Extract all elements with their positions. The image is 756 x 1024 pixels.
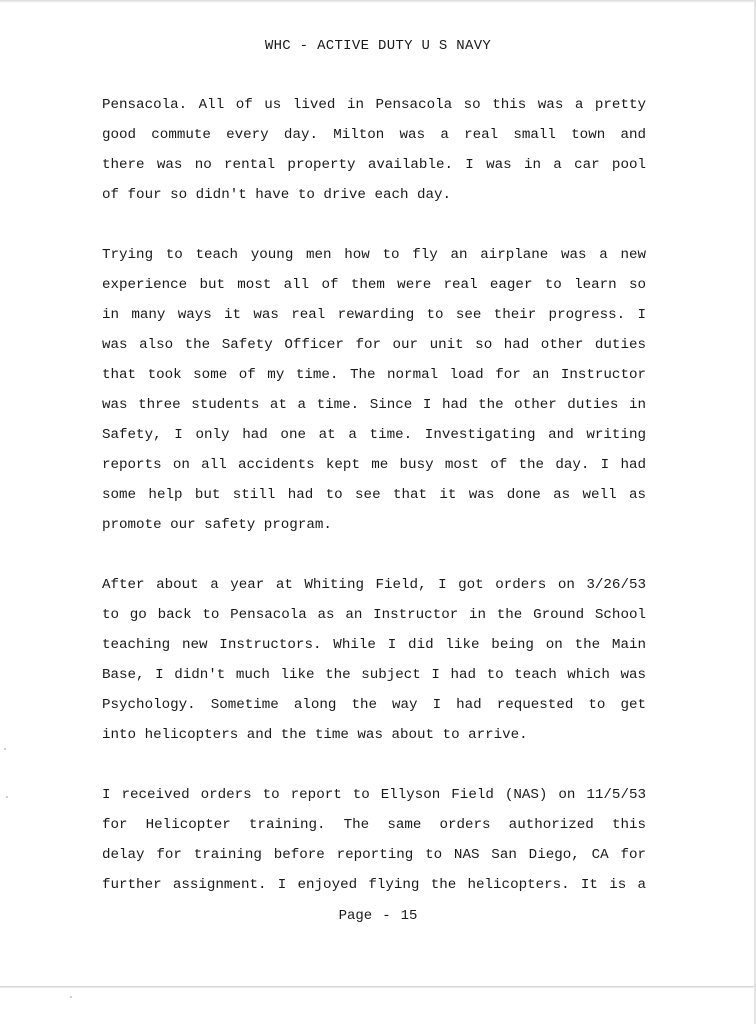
page-label: Page bbox=[338, 908, 373, 924]
paragraph-3 bbox=[102, 570, 646, 750]
scan-speck bbox=[70, 996, 72, 998]
text-line: reports on all accidents kept me busy most of the day. I had bbox=[102, 457, 646, 473]
text-line: After about a year at Whiting Field, I got orders on 3/26/53 bbox=[102, 577, 646, 593]
text-line: delay for training before reporting to NAS San Diego, CA for bbox=[102, 847, 646, 863]
text-line: to go back to Pensacola as an Instructor in the Ground School bbox=[102, 607, 646, 623]
text-line: of four so didn't have to drive each day. bbox=[102, 187, 452, 203]
running-header: WHC - ACTIVE DUTY U S NAVY bbox=[264, 38, 492, 54]
page-number: 15 bbox=[400, 908, 418, 924]
text-line: was three students at a time. Since I had the other duties in bbox=[102, 397, 646, 413]
text-line: Safety, I only had one at a time. Investigating and writing bbox=[102, 427, 646, 443]
text-line: I received orders to report to Ellyson Field (NAS) on 11/5/53 bbox=[102, 787, 646, 803]
scan-bottom-edge bbox=[0, 986, 756, 988]
text-line: was also the Safety Officer for our unit so had other duties bbox=[102, 337, 646, 353]
text-line: experience but most all of them were real eager to learn so bbox=[102, 277, 646, 293]
text-line: Trying to teach young men how to fly an airplane was a new bbox=[102, 247, 646, 263]
text-line: teaching new Instructors. While I did like being on the Main bbox=[102, 637, 646, 653]
text-line: further assignment. I enjoyed flying the helicopters. It is a bbox=[102, 877, 646, 893]
text-line: good commute every day. Milton was a real small town and bbox=[102, 127, 646, 143]
paragraph-2 bbox=[102, 240, 646, 540]
paragraph-4 bbox=[102, 780, 646, 900]
text-line: that took some of my time. The normal load for an Instructor bbox=[102, 367, 646, 383]
paragraph-1 bbox=[102, 90, 646, 210]
scan-speck bbox=[4, 748, 6, 750]
scan-top-edge bbox=[0, 0, 756, 3]
text-line: there was no rental property available. I was in a car pool bbox=[102, 157, 646, 173]
text-line: for Helicopter training. The same orders authorized this bbox=[102, 817, 646, 833]
text-line: some help but still had to see that it was done as well as bbox=[102, 487, 646, 503]
text-line: Base, I didn't much like the subject I had to teach which was bbox=[102, 667, 646, 683]
text-line: promote our safety program. bbox=[102, 517, 332, 533]
text-line: into helicopters and the time was about to arrive. bbox=[102, 727, 528, 743]
page-separator: - bbox=[382, 908, 391, 924]
document-body bbox=[102, 90, 646, 930]
text-line: Pensacola. All of us lived in Pensacola so this was a pretty bbox=[102, 97, 646, 113]
text-line: Psychology. Sometime along the way I had requested to get bbox=[102, 697, 646, 713]
scan-speck bbox=[6, 796, 8, 798]
page-footer bbox=[0, 908, 756, 924]
text-line: in many ways it was real rewarding to see their progress. I bbox=[102, 307, 646, 323]
